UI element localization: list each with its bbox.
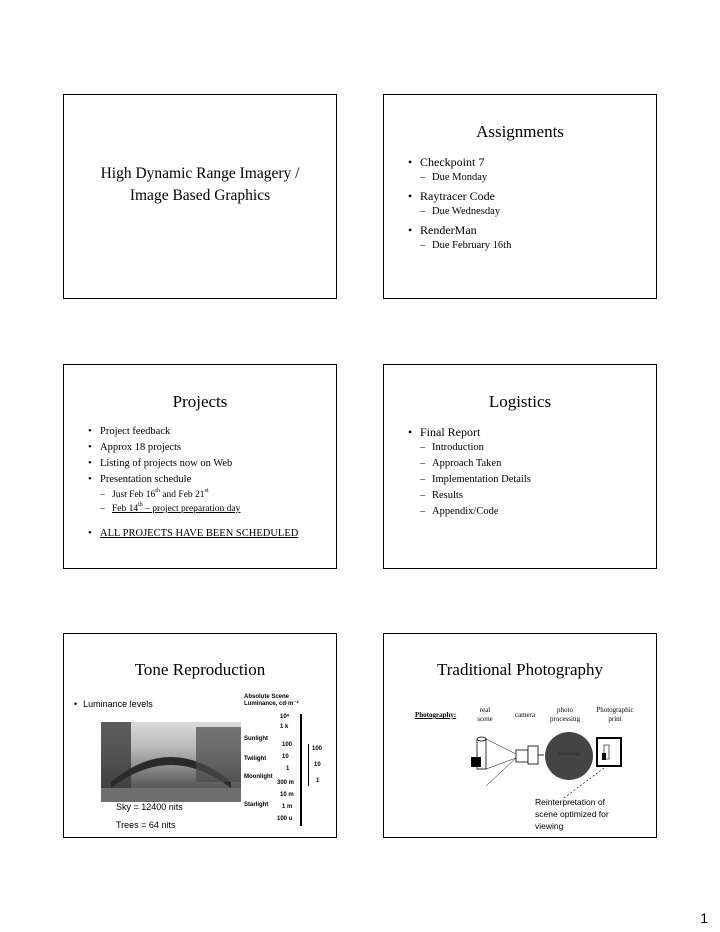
scale-axis	[300, 714, 302, 826]
slide-traditional-photography	[383, 633, 657, 838]
scale-label: Twilight	[244, 756, 267, 762]
scale-label: 100	[282, 742, 293, 748]
slide-4-title: Logistics	[488, 392, 552, 411]
list-item: • Presentation schedule	[88, 472, 298, 488]
list-item: • ALL PROJECTS HAVE BEEN SCHEDULED	[88, 526, 298, 542]
list-item: – Results	[408, 488, 531, 504]
luminance-scale	[244, 694, 334, 834]
list-item: • Listing of projects now on Web	[88, 456, 298, 472]
list-item: – Feb 14th – project preparation day	[88, 502, 298, 516]
list-item: – Implementation Details	[408, 472, 531, 488]
scale-label: 100 u	[277, 816, 293, 822]
list-item: • Approx 18 projects	[88, 440, 298, 456]
photography-diagram	[384, 634, 658, 839]
slide-3-title: Projects	[172, 392, 228, 411]
scale-right-label: 100	[312, 746, 323, 752]
slide-5-title: Tone Reproduction	[134, 660, 266, 679]
logistics-list	[408, 424, 531, 520]
scale-label: 1 m	[282, 804, 293, 810]
sky-caption: Sky = 12400 nits	[116, 802, 183, 812]
list-item: • Raytracer Code	[408, 188, 511, 204]
slide-title	[63, 94, 337, 299]
list-item: – Just Feb 16th and Feb 21st	[88, 488, 298, 502]
list-item: – Due Monday	[408, 170, 511, 186]
scale-label: 10	[282, 754, 289, 760]
scale-subaxis	[308, 744, 309, 786]
photography-label: Photography:	[415, 711, 457, 719]
list-item: – Due February 16th	[408, 238, 511, 254]
scale-label: 1 k	[280, 724, 289, 730]
col-photographic-print: Photographic print	[596, 706, 634, 723]
trees-caption: Trees = 64 nits	[116, 820, 176, 830]
scale-right-label: 1	[316, 778, 320, 784]
col-photo-processing: photo processing	[550, 706, 580, 723]
processing-circle-label: processing	[558, 752, 580, 757]
col-real-scene: real scene	[477, 706, 493, 723]
list-item: – Due Wednesday	[408, 204, 511, 220]
list-item: – Appendix/Code	[408, 504, 531, 520]
slide-tone-reproduction	[63, 633, 337, 838]
page-number: 1	[700, 910, 708, 926]
luminance-bullet: • Luminance levels	[74, 699, 153, 709]
list-item: – Introduction	[408, 440, 531, 456]
slide-logistics	[383, 364, 657, 569]
list-item: • Checkpoint 7	[408, 154, 511, 170]
scale-header: Absolute Scene Luminance, cd·m⁻²	[244, 694, 299, 707]
list-item: • Project feedback	[88, 424, 298, 440]
scale-label: 1	[286, 766, 290, 772]
scale-label: Starlight	[244, 802, 269, 808]
scale-label: 300 m	[277, 780, 295, 786]
slide-1-title: High Dynamic Range Imagery / Image Based Graphics	[100, 165, 300, 204]
slide-assignments	[383, 94, 657, 299]
list-item: – Approach Taken	[408, 456, 531, 472]
list-item: • Final Report	[408, 424, 531, 440]
projects-list	[88, 424, 298, 542]
list-item: • RenderMan	[408, 222, 511, 238]
scale-label: Sunlight	[244, 736, 268, 742]
col-camera: camera	[514, 711, 536, 719]
assignments-list	[408, 154, 511, 254]
scale-label: 10⁸	[280, 714, 290, 720]
scale-label: Moonlight	[244, 774, 273, 780]
slide-projects	[63, 364, 337, 569]
bridge-photo	[101, 722, 241, 802]
slide-2-title: Assignments	[476, 122, 564, 141]
slide-6-title: Traditional Photography	[436, 660, 604, 679]
scale-right-label: 10	[314, 762, 321, 768]
reinterpretation-caption: Reinterpretation of scene optimized for viewing	[535, 797, 609, 831]
scale-label: 10 m	[280, 792, 294, 798]
